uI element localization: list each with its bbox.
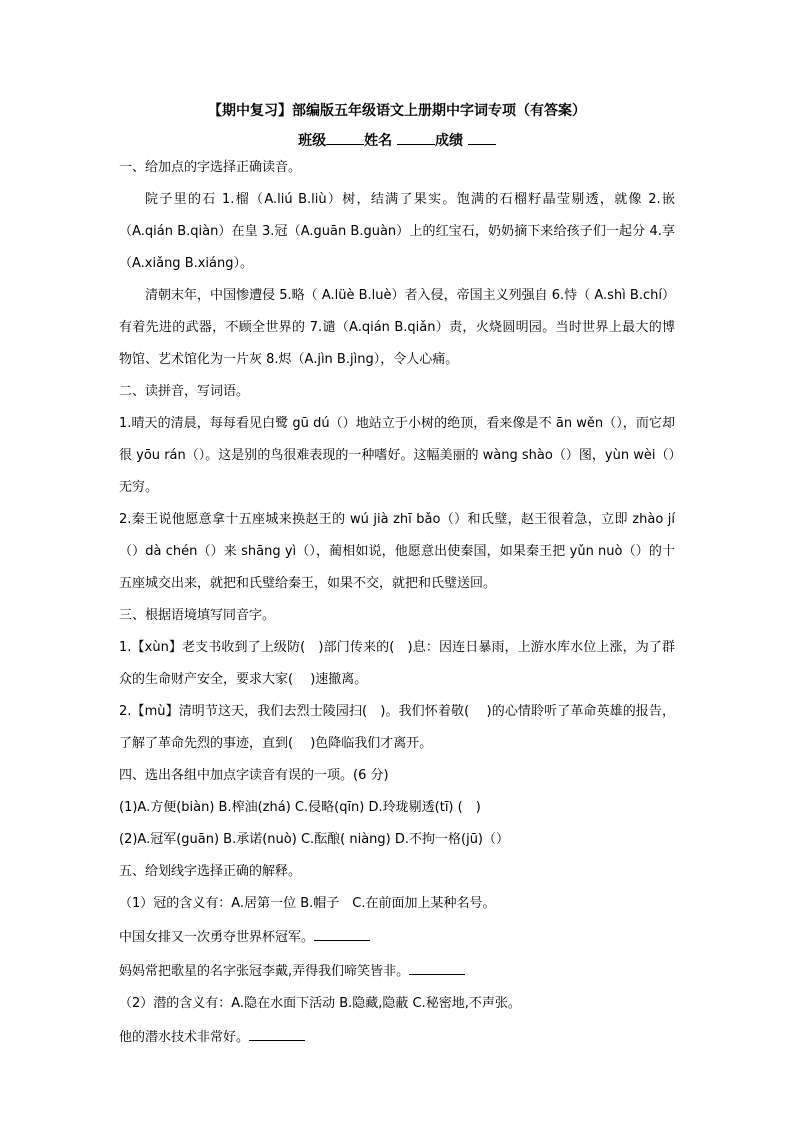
- section-5-q1-definitions: （1）冠的含义有：A.居第一位 B.帽子 C.在前面加上某种名号。: [119, 896, 496, 911]
- section-2-item-2: 2.秦王说他愿意拿十五座城来换赵王的 wú jià zhī bǎo（）和氏璧，赵王很着急，立即 zhào jí（）dà chén（）来 shāng yì（），蔺相如说，他愿意出使秦国，如果秦王把 yǔn nuò（）的十五座城交出来，就把和氏璧给秦王，如果不交，就把和氏璧送回。: [119, 512, 675, 591]
- section-5-q1-sentence-1: [119, 926, 675, 948]
- section-4-item-2: (2)A.冠军(guān) B.承诺(nuò) C.酝酿( niàng) D.不拘一格(jū)（）: [119, 832, 510, 847]
- class-label: 班级: [298, 133, 327, 149]
- student-info-line: [119, 130, 675, 152]
- section-3-item-1: 1.【xùn】老支书收到了上级防( )部门传来的( )息：因连日暴雨，上游水库水位上涨，为了群众的生命财产安全，要求大家( )速撤离。: [119, 640, 675, 687]
- section-3-item-2: 2.【mù】清明节这天，我们去烈士陵园扫( )。我们怀着敬( )的心情聆听了革命英雄的报告，了解了革命先烈的事迹，直到( )色降临我们才离开。: [119, 704, 675, 751]
- section-5-heading: 五、给划线字选择正确的解释。: [119, 864, 302, 879]
- sentence-text: 妈妈常把歌星的名字张冠李戴,弄得我们啼笑皆非。: [119, 964, 410, 979]
- score-label: 成绩: [435, 133, 463, 149]
- section-5-q2-definitions: （2）潜的含义有：A.隐在水面下活动 B.隐藏,隐蔽 C.秘密地,不声张。: [119, 996, 521, 1011]
- worksheet-content: [119, 100, 675, 1060]
- section-2-heading: 二、读拼音，写词语。: [119, 384, 250, 399]
- section-4-heading: 四、选出各组中加点字读音有误的一项。(6 分): [119, 768, 389, 783]
- class-blank[interactable]: [326, 130, 364, 145]
- answer-blank[interactable]: [314, 926, 370, 941]
- page-title: 【期中复习】部编版五年级语文上册期中字词专项（有答案）: [208, 103, 586, 119]
- section-1-heading: 一、给加点的字选择正确读音。: [119, 160, 302, 175]
- answer-blank[interactable]: [249, 1026, 305, 1041]
- section-5-q1-sentence-2: [119, 960, 675, 982]
- section-4-item-1: (1)A.方便(biàn) B.榨油(zhá) C.侵略(qīn) D.玲珑剔透(tī) ( ): [119, 800, 481, 815]
- score-blank[interactable]: [468, 130, 496, 145]
- answer-blank[interactable]: [409, 960, 465, 975]
- sentence-text: 中国女排又一次勇夺世界杯冠军。: [119, 930, 315, 945]
- section-1-paragraph-1: 院子里的石 1.榴（A.liú B.liù）树，结满了果实。饱满的石榴籽晶莹剔透，就像 2.嵌（A.qián B.qiàn）在皇 3.冠（A.guān B.guàn）上的红宝石，奶奶摘下来给孩子们一起分 4.享（A.xiǎng B.xiáng）。: [119, 192, 675, 271]
- sentence-text: 他的潜水技术非常好。: [119, 1030, 250, 1045]
- section-5-q2-sentence-1: [119, 1026, 675, 1048]
- section-3-heading: 三、根据语境填写同音字。: [119, 608, 276, 623]
- name-label: 姓名: [364, 133, 393, 149]
- section-1-paragraph-2: 清朝末年，中国惨遭侵 5.略（ A.lüè B.luè）者入侵，帝国主义列强自 6.恃（ A.shì B.chí）有着先进的武器，不顾全世界的 7.谴（A.qián B.qiǎn）责，火烧圆明园。当时世界上最大的博物馆、艺术馆化为一片灰 8.烬（A.jìn B.jìng），令人心痛。: [119, 288, 675, 367]
- section-2-item-1: 1.晴天的清晨，每每看见白鹭 gū dú（）地站立于小树的绝顶，看来像是不 ān wěn（），而它却很 yōu rán（）。这是别的鸟很难表现的一种嗜好。这幅美丽的 wàng shào（）图，yùn wèi（）无穷。: [119, 416, 675, 495]
- name-blank[interactable]: [397, 130, 435, 145]
